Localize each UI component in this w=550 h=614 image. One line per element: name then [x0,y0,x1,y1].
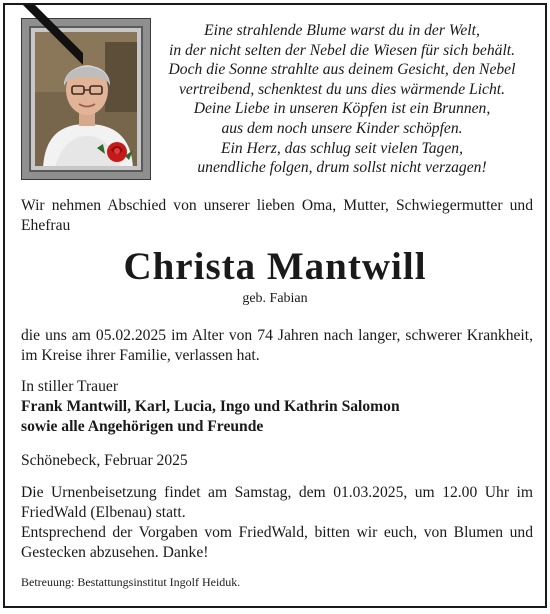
birth-name: geb. Fabian [242,291,308,306]
request-text: Entsprechend der Vorgaben vom FriedWald, bitten wir euch, von Blumen und Gestecken abzusehen. Danke! [21,524,533,561]
poem-line: Deine Liebe in unseren Köpfen ist ein Brunnen, [193,100,491,118]
mourners-names: Frank Mantwill, Karl, Lucia, Ingo und Kathrin Salomon [21,398,400,415]
funeral-info: Die Urnenbeisetzung findet am Samstag, dem 01.03.2025, um 12.00 Uhr im FriedWald (Elbenau) statt. [21,484,533,521]
obituary-notice [3,3,547,608]
poem-line: aus dem noch unsere Kinder schöpfen. [221,119,463,137]
deceased-name: Christa Mantwill [123,245,427,288]
intro-text: Wir nehmen Abschied von unserer lieben Oma, Mutter, Schwiegermutter und Ehefrau [21,197,533,234]
undertaker-credit: Betreuung: Bestattungsinstitut Ingolf Heiduk. [21,575,241,589]
mourners-others: sowie alle Angehörigen und Freunde [21,418,264,435]
mourning-label: In stiller Trauer [21,378,119,395]
poem [157,21,527,178]
poem-line: Doch die Sonne strahlte aus deinem Gesicht, den Nebel [168,61,516,79]
poem-line: unendliche folgen, drum sollst nicht verzagen! [197,159,487,177]
death-notice: die uns am 05.02.2025 im Alter von 74 Jahren nach langer, schwerer Krankheit, im Kreise ihrer Familie, verlassen hat. [21,327,533,364]
mourning-ribbon-icon [23,5,83,65]
poem-line: Eine strahlende Blume warst du in der Welt, [204,22,480,39]
poem-line: Ein Herz, das schlug seit vielen Tagen, [221,139,463,157]
poem-line: vertreibend, schenktest du uns dies wärmende Licht. [179,80,505,98]
place-date: Schönebeck, Februar 2025 [21,452,188,469]
poem-line: in der nicht selten der Nebel die Wiesen für sich behält. [168,41,516,59]
